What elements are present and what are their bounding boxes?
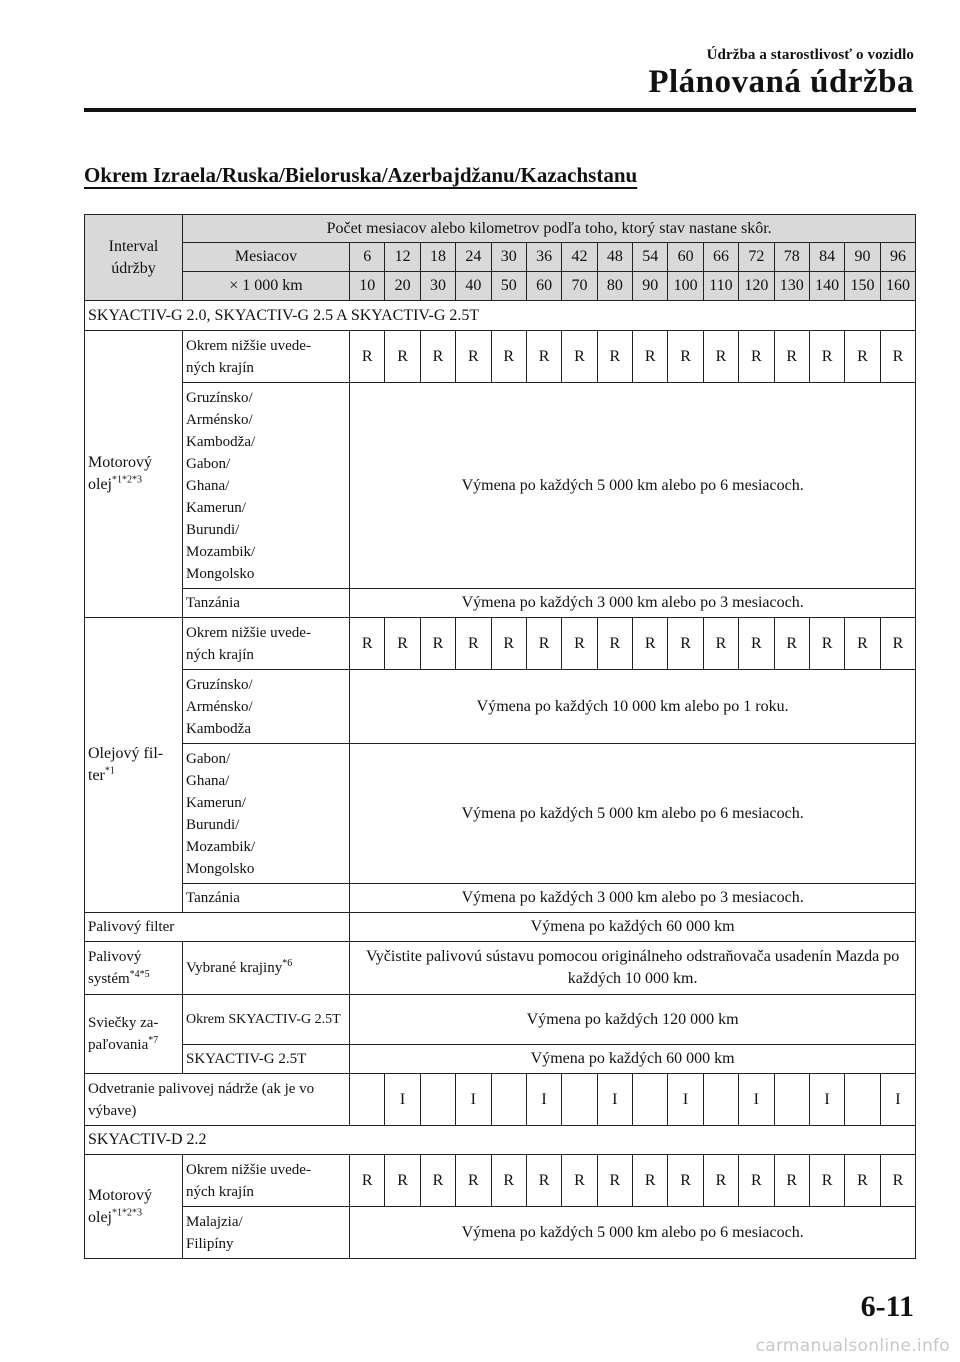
oil-tanzania-label: Tanzánia [183, 589, 350, 618]
replace-mark-cell: R [774, 331, 809, 383]
filter-tanzania-value: Výmena po každých 3 000 km alebo po 3 mesiacoch. [350, 884, 916, 913]
spark-value-1: Výmena po každých 120 000 km [350, 995, 916, 1045]
month-cell: 36 [526, 243, 561, 272]
fuel-filter-value: Výmena po každých 60 000 km [350, 913, 916, 942]
replace-mark-cell: R [420, 331, 455, 383]
month-cell: 6 [350, 243, 385, 272]
inspect-mark-cell: I [526, 1074, 561, 1126]
replace-mark-cell: R [526, 618, 561, 670]
km-cell: 90 [633, 272, 668, 301]
km-cell: 160 [880, 272, 916, 301]
km-cell: 150 [845, 272, 880, 301]
diesel-group-value: Výmena po každých 5 000 km alebo po 6 mesiacoch. [350, 1207, 916, 1259]
replace-mark-cell: R [420, 1155, 455, 1207]
replace-mark-cell: R [350, 1155, 385, 1207]
replace-mark-cell: R [774, 618, 809, 670]
replace-mark-cell: R [597, 618, 632, 670]
fuel-system-label: Palivový systém$^{*4*5}$ [85, 942, 183, 995]
watermark: carmanualsonline.info [755, 1336, 950, 1356]
fuel-filter-label: Palivový filter [85, 913, 350, 942]
replace-mark-cell: R [350, 331, 385, 383]
km-cell: 110 [703, 272, 738, 301]
oil-tanzania-value: Výmena po každých 3 000 km alebo po 3 mesiacoch. [350, 589, 916, 618]
replace-mark-cell: R [491, 1155, 526, 1207]
filter-group2-regions: Gabon/ Ghana/ Kamerun/ Burundi/ Mozambik/ Mongolsko [183, 744, 350, 884]
km-cell: 60 [526, 272, 561, 301]
replace-mark-cell: R [385, 1155, 420, 1207]
inspect-mark-cell [774, 1074, 809, 1126]
spark-except-25t-label: Okrem SKYACTIV-G 2.5T [183, 995, 350, 1045]
replace-mark-cell: R [703, 1155, 738, 1207]
km-cell: 40 [456, 272, 491, 301]
fuel-system-value: Vyčistite palivovú sústavu pomocou originálneho odstraňovača usadenín Mazda po každých 10 000 km. [350, 942, 916, 995]
inspect-mark-cell: I [597, 1074, 632, 1126]
replace-mark-cell: R [385, 331, 420, 383]
replace-mark-cell: R [739, 618, 774, 670]
replace-mark-cell: R [633, 331, 668, 383]
inspect-mark-cell: I [456, 1074, 491, 1126]
replace-mark-cell: R [562, 618, 597, 670]
except-regions-label: Okrem nižšie uvede- ných krajín [183, 1155, 350, 1207]
replace-mark-cell: R [633, 618, 668, 670]
inspect-mark-cell: I [668, 1074, 703, 1126]
month-cell: 24 [456, 243, 491, 272]
diesel-group-regions: Malajzia/ Filipíny [183, 1207, 350, 1259]
replace-mark-cell: R [809, 618, 844, 670]
replace-mark-cell: R [703, 331, 738, 383]
km-cell: 50 [491, 272, 526, 301]
inspect-mark-cell [845, 1074, 880, 1126]
km-cell: 100 [668, 272, 703, 301]
replace-mark-cell: R [739, 1155, 774, 1207]
period-header: Počet mesiacov alebo kilometrov podľa toho, ktorý stav nastane skôr. [183, 215, 916, 243]
replace-mark-cell: R [880, 331, 916, 383]
evap-value-blank [350, 1074, 385, 1126]
km-cell: 80 [597, 272, 632, 301]
replace-mark-cell: R [809, 1155, 844, 1207]
replace-mark-cell: R [597, 1155, 632, 1207]
chapter-subtitle: Údržba a starostlivosť o vozidlo [706, 47, 914, 63]
replace-mark-cell: R [774, 1155, 809, 1207]
inspect-mark-cell [633, 1074, 668, 1126]
inspect-mark-cell: I [880, 1074, 916, 1126]
oil-filter-label: Olejový fil- ter$^{*1}$ [85, 618, 183, 913]
filter-group1-regions: Gruzínsko/ Arménsko/ Kambodža [183, 670, 350, 744]
spark-value-2: Výmena po každých 60 000 km [350, 1045, 916, 1074]
month-cell: 66 [703, 243, 738, 272]
inspect-mark-cell: I [739, 1074, 774, 1126]
evap-label: Odvetranie palivovej nádrže (ak je vo výbave) [85, 1074, 350, 1126]
month-cell: 48 [597, 243, 632, 272]
oil-except-row [85, 331, 916, 383]
section-title: Okrem Izraela/Ruska/Bieloruska/Azerbajdžanu/Kazachstanu [84, 163, 638, 187]
month-cell: 54 [633, 243, 668, 272]
engine-oil-label: Motorový olej$^{*1*2*3}$ [85, 331, 183, 618]
km-label: × 1 000 km [183, 272, 350, 301]
inspect-mark-cell [420, 1074, 455, 1126]
km-cell: 10 [350, 272, 385, 301]
month-cell: 90 [845, 243, 880, 272]
replace-mark-cell: R [562, 1155, 597, 1207]
maintenance-schedule-table [84, 214, 916, 1259]
page-number: 6-11 [860, 1290, 914, 1323]
filter-tanzania-label: Tanzánia [183, 884, 350, 913]
inspect-mark-cell [562, 1074, 597, 1126]
replace-mark-cell: R [845, 1155, 880, 1207]
filter-group2-value: Výmena po každých 5 000 km alebo po 6 mesiacoch. [350, 744, 916, 884]
month-cell: 42 [562, 243, 597, 272]
filter-group1-value: Výmena po každých 10 000 km alebo po 1 roku. [350, 670, 916, 744]
km-cell: 70 [562, 272, 597, 301]
km-cell: 120 [739, 272, 774, 301]
replace-mark-cell: R [703, 618, 738, 670]
diesel-oil-except-row [85, 1155, 916, 1207]
replace-mark-cell: R [350, 618, 385, 670]
replace-mark-cell: R [668, 618, 703, 670]
replace-mark-cell: R [385, 618, 420, 670]
oil-group1-value: Výmena po každých 5 000 km alebo po 6 mesiacoch. [350, 383, 916, 589]
replace-mark-cell: R [845, 618, 880, 670]
replace-mark-cell: R [668, 331, 703, 383]
diesel-oil-label: Motorový olej$^{*1*2*3}$ [85, 1155, 183, 1259]
replace-mark-cell: R [809, 331, 844, 383]
except-regions-label: Okrem nižšie uvede- ných krajín [183, 618, 350, 670]
month-cell: 30 [491, 243, 526, 272]
replace-mark-cell: R [456, 618, 491, 670]
filter-except-row [85, 618, 916, 670]
replace-mark-cell: R [562, 331, 597, 383]
replace-mark-cell: R [456, 1155, 491, 1207]
oil-group1-regions: Gruzínsko/ Arménsko/ Kambodža/ Gabon/ Ghana/ Kamerun/ Burundi/ Mozambik/ Mongolsko [183, 383, 350, 589]
spark-plugs-label: Sviečky za- paľovania$^{*7}$ [85, 995, 183, 1074]
except-regions-label: Okrem nižšie uvede- ných krajín [183, 331, 350, 383]
month-cell: 72 [739, 243, 774, 272]
month-cell: 12 [385, 243, 420, 272]
engine-group-d: SKYACTIV-D 2.2 [85, 1126, 916, 1155]
month-cell: 84 [809, 243, 844, 272]
replace-mark-cell: R [491, 331, 526, 383]
replace-mark-cell: R [456, 331, 491, 383]
inspect-mark-cell: I [385, 1074, 420, 1126]
replace-mark-cell: R [845, 331, 880, 383]
replace-mark-cell: R [526, 1155, 561, 1207]
month-cell: 78 [774, 243, 809, 272]
chapter-title: Plánovaná údržba [648, 64, 914, 100]
spark-25t-label: SKYACTIV-G 2.5T [183, 1045, 350, 1074]
replace-mark-cell: R [880, 618, 916, 670]
month-cell: 18 [420, 243, 455, 272]
km-cell: 130 [774, 272, 809, 301]
replace-mark-cell: R [597, 331, 632, 383]
replace-mark-cell: R [491, 618, 526, 670]
replace-mark-cell: R [668, 1155, 703, 1207]
month-cell: 96 [880, 243, 916, 272]
replace-mark-cell: R [420, 618, 455, 670]
engine-group-g: SKYACTIV-G 2.0, SKYACTIV-G 2.5 A SKYACTIV-G 2.5T [85, 301, 916, 331]
interval-header: Interval údržby [85, 215, 183, 301]
month-cell: 60 [668, 243, 703, 272]
km-cell: 30 [420, 272, 455, 301]
replace-mark-cell: R [880, 1155, 916, 1207]
inspect-mark-cell [491, 1074, 526, 1126]
inspect-mark-cell: I [809, 1074, 844, 1126]
fuel-system-regions: Vybrané krajiny$^{*6}$ [183, 942, 350, 995]
header-divider [84, 108, 916, 112]
km-cell: 140 [809, 272, 844, 301]
replace-mark-cell: R [633, 1155, 668, 1207]
replace-mark-cell: R [526, 331, 561, 383]
months-label: Mesiacov [183, 243, 350, 272]
replace-mark-cell: R [739, 331, 774, 383]
inspect-mark-cell [703, 1074, 738, 1126]
km-cell: 20 [385, 272, 420, 301]
